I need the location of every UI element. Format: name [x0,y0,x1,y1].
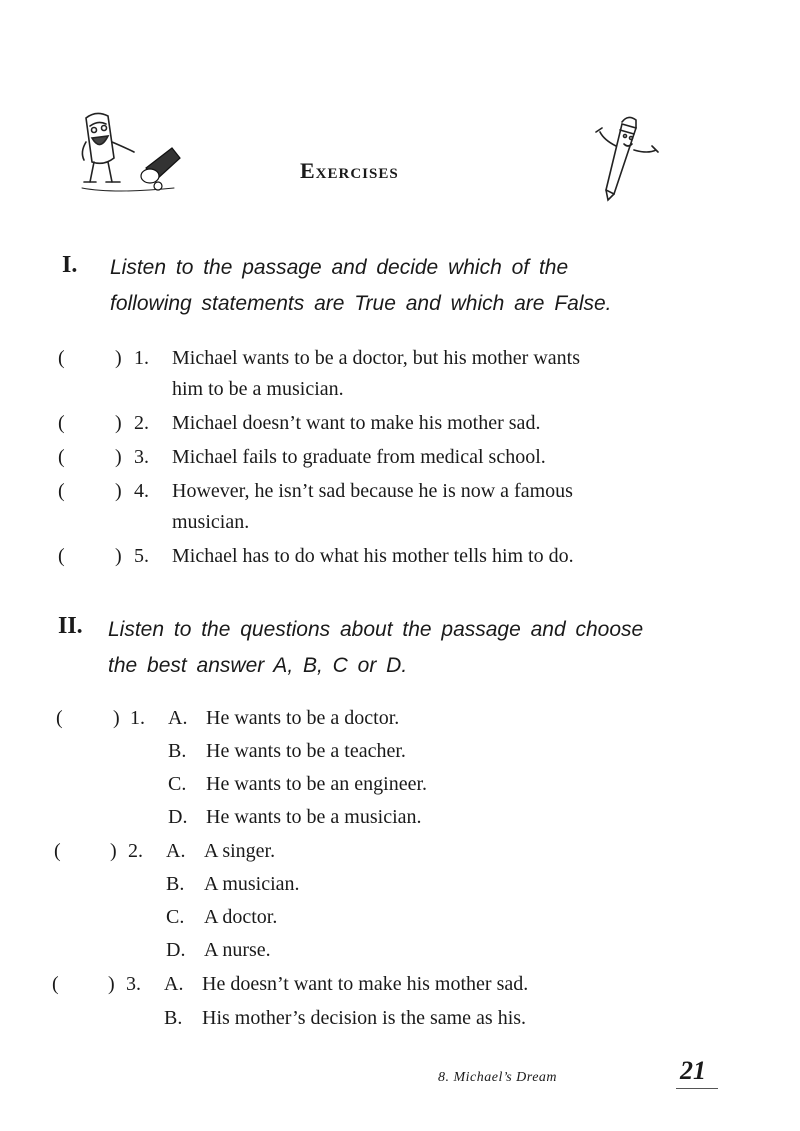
option-text: He wants to be a teacher. [206,740,406,762]
answer-blank-close: ) [115,480,122,502]
answer-blank-open: ( [58,545,65,567]
statement-text: Michael fails to graduate from medical school. [172,446,546,468]
page-number-rule [676,1088,718,1089]
option-text: A musician. [204,873,300,895]
answer-blank-open: ( [58,480,65,502]
option-letter: C. [168,773,187,795]
answer-blank-open: ( [58,412,65,434]
option-letter: A. [166,840,186,862]
answer-blank-close: ) [115,412,122,434]
page-title: Exercises [300,158,399,183]
laughing-cartoon-illustration [74,108,194,196]
answer-blank-open: ( [54,840,61,862]
option-letter: D. [168,806,188,828]
answer-blank-close: ) [108,973,115,995]
instruction-line: Listen to the questions about the passage and choose [108,618,644,641]
option-letter: C. [166,906,185,928]
option-letter: B. [166,873,185,895]
question-number: 2. [128,840,143,862]
page-number: 21 [680,1056,706,1085]
chapter-footer: 8. Michael’s Dream [438,1070,558,1085]
question-number: 1. [130,707,145,729]
instruction-line: the best answer A, B, C or D. [108,654,408,677]
option-text: A nurse. [204,939,271,961]
item-number: 3. [134,446,149,468]
option-letter: B. [164,1007,183,1029]
option-text: A doctor. [204,906,278,928]
statement-text: him to be a musician. [172,378,344,400]
answer-blank-open: ( [52,973,59,995]
answer-blank-open: ( [56,707,63,729]
section-number: II. [58,613,83,639]
option-text: His mother’s decision is the same as his. [202,1007,527,1029]
instruction-line: Listen to the passage and decide which of the [110,256,569,279]
answer-blank-close: ) [115,347,122,369]
instruction-line: following statements are True and which are False. [110,292,612,315]
item-number: 5. [134,545,149,567]
statement-text: Michael has to do what his mother tells him to do. [172,545,574,567]
answer-blank-close: ) [113,707,120,729]
option-letter: A. [168,707,188,729]
pencil-character-illustration [592,110,664,202]
question-number: 3. [126,973,141,995]
statement-text: Michael doesn’t want to make his mother sad. [172,412,541,434]
section-number: I. [62,252,78,278]
answer-blank-close: ) [115,446,122,468]
item-number: 2. [134,412,149,434]
option-letter: B. [168,740,187,762]
statement-text: Michael wants to be a doctor, but his mother wants [172,347,580,369]
section-instruction [108,612,688,684]
option-text: He doesn’t want to make his mother sad. [202,973,529,995]
option-text: He wants to be a musician. [206,806,422,828]
option-text: He wants to be an engineer. [206,773,428,795]
option-text: He wants to be a doctor. [206,707,400,729]
option-text: A singer. [204,840,276,862]
statement-text: musician. [172,511,250,533]
statement-text: However, he isn’t sad because he is now a famous [172,480,573,502]
section-instruction [110,250,690,322]
item-number: 1. [134,347,149,369]
answer-blank-close: ) [115,545,122,567]
item-number: 4. [134,480,149,502]
answer-blank-close: ) [110,840,117,862]
option-letter: D. [166,939,186,961]
option-letter: A. [164,973,184,995]
answer-blank-open: ( [58,347,65,369]
answer-blank-open: ( [58,446,65,468]
